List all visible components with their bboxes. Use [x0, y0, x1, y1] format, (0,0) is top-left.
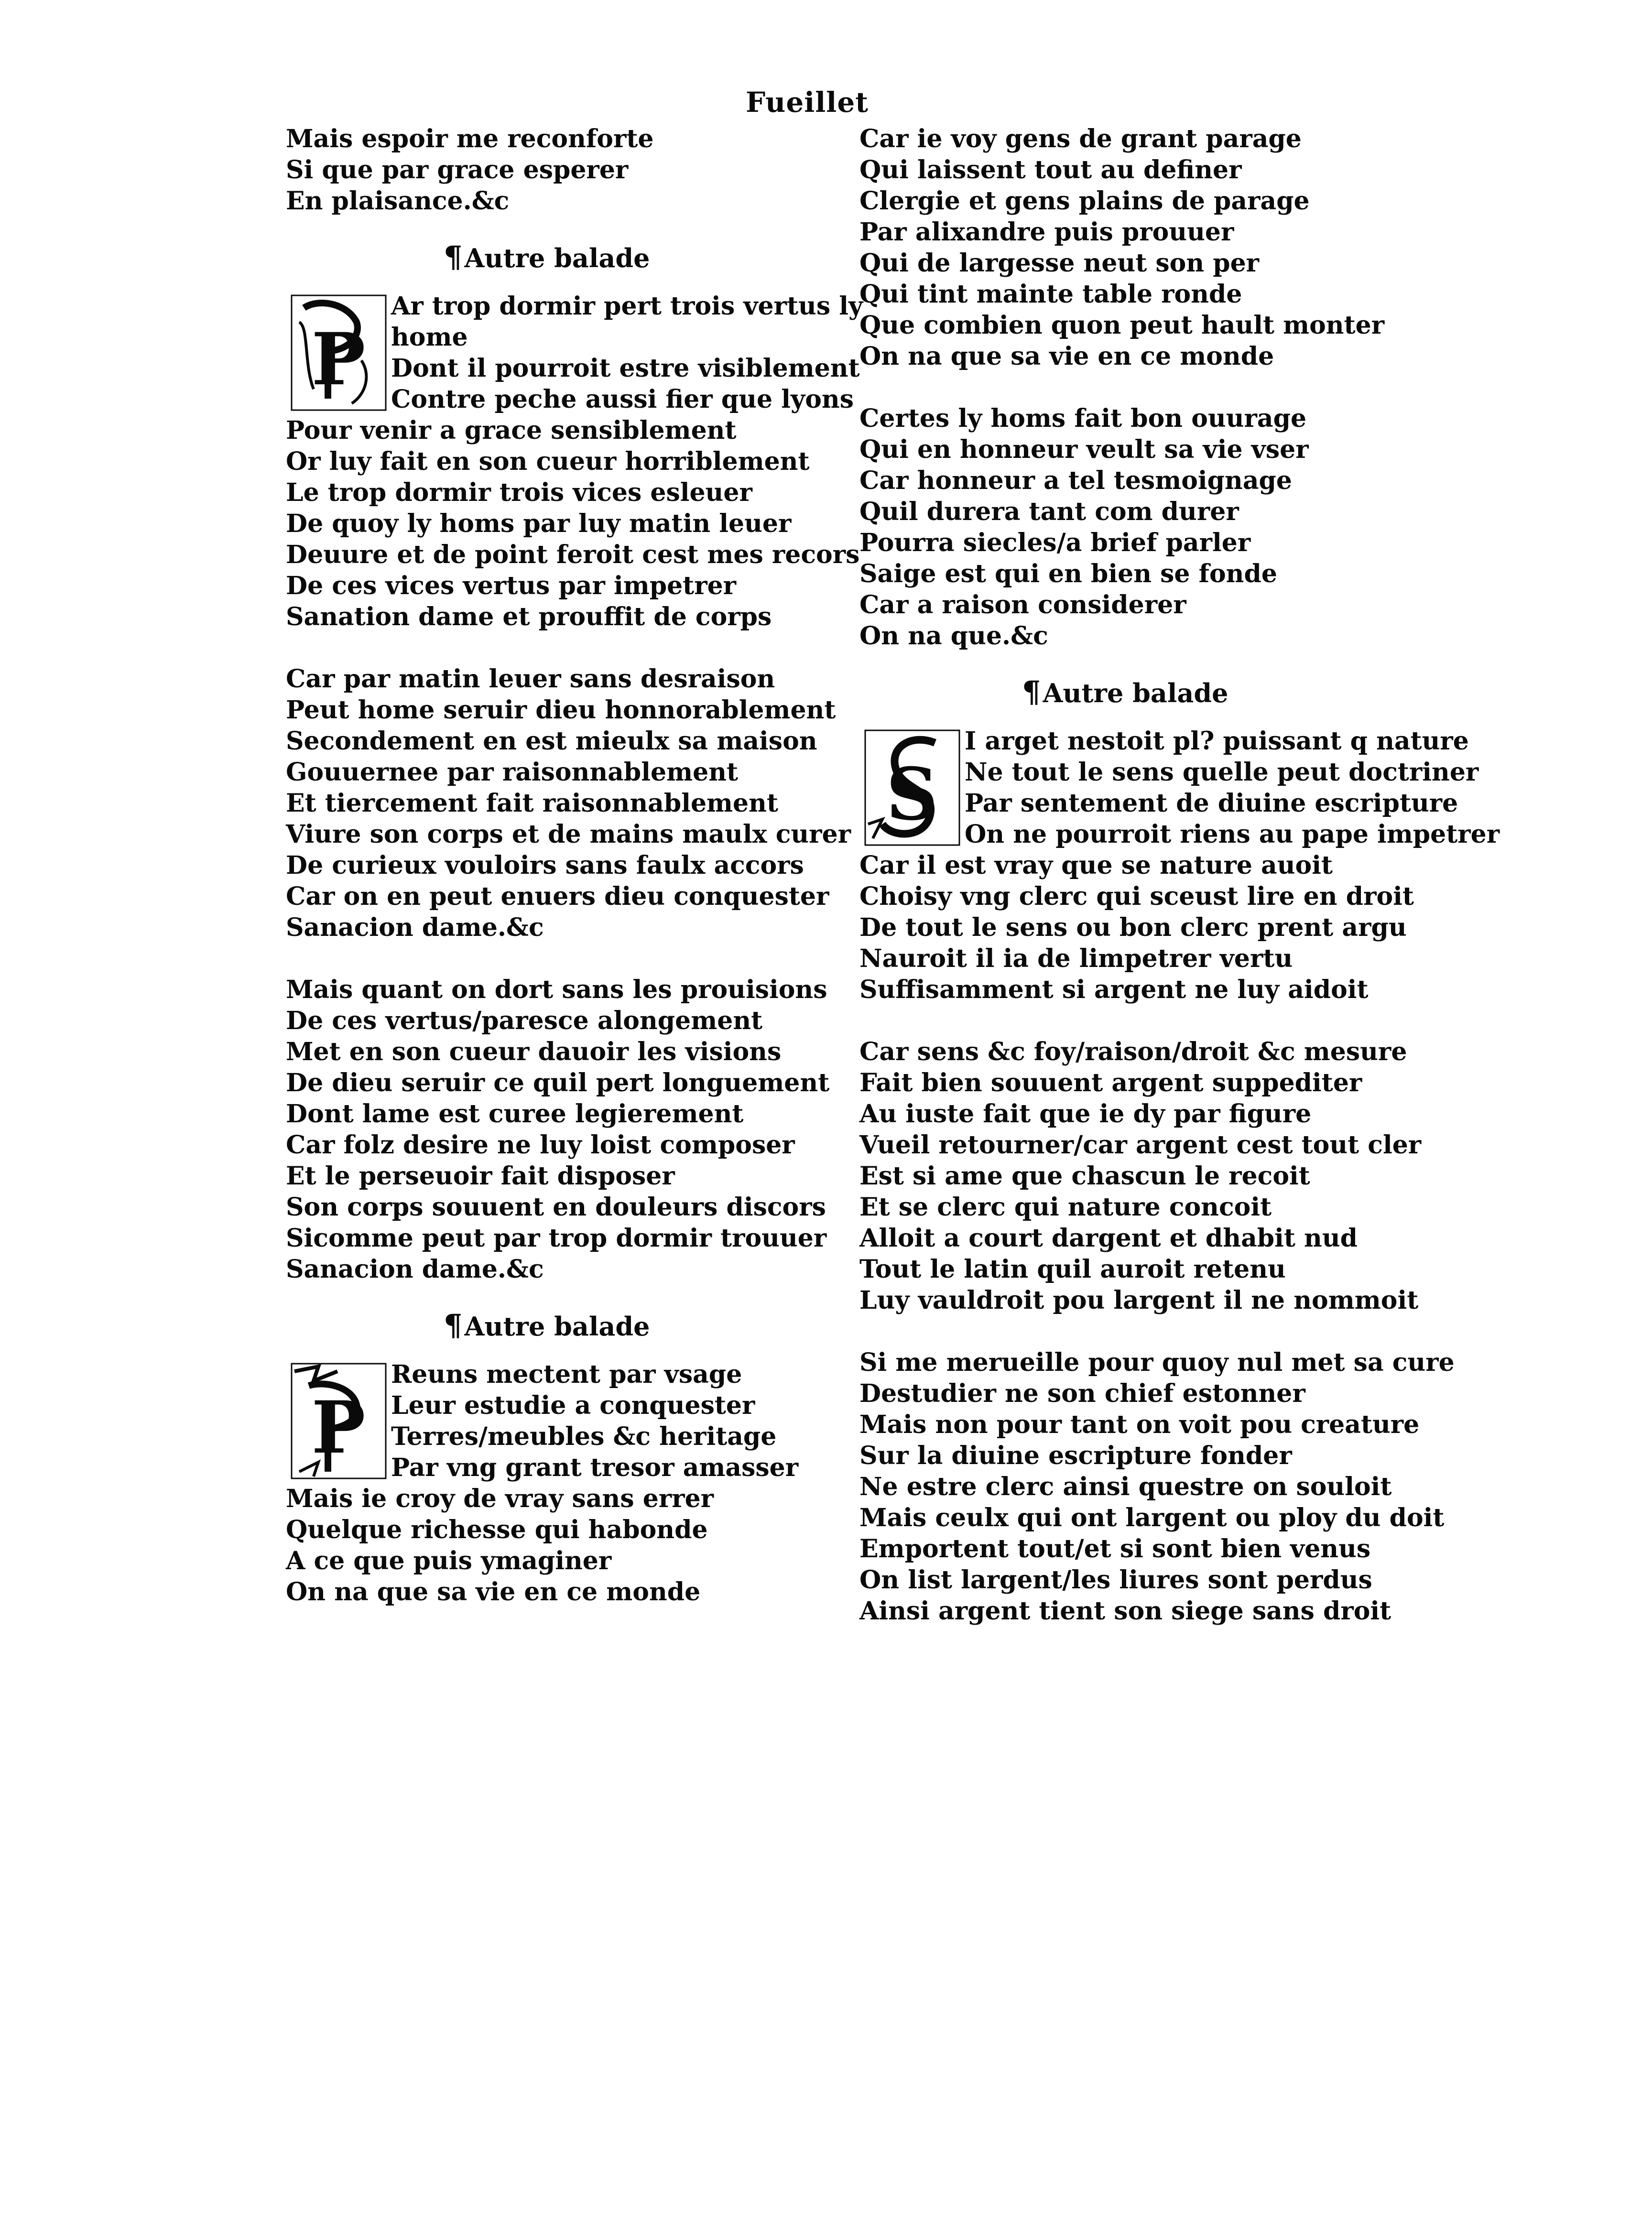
verse-line: Qui de largesse neut son per	[859, 249, 1260, 278]
verse-line: Et tiercement fait raisonnablement	[286, 789, 778, 818]
svg-text:P: P	[311, 1386, 366, 1470]
verse-line: Par sentement de diuine escripture	[965, 789, 1458, 818]
svg-text:P: P	[311, 317, 366, 402]
verse-line: Sur la diuine escripture fonder	[859, 1441, 1292, 1470]
verse-line: Pourra siecles/a brief parler	[859, 528, 1251, 557]
verse-line: De tout le sens ou bon clerc prent argu	[859, 913, 1407, 942]
svg-text:S: S	[886, 752, 938, 836]
verse-line: Qui laissent tout au definer	[859, 155, 1242, 185]
pilcrow-icon: ¶	[1022, 674, 1041, 709]
verse-line: Car folz desire ne luy loist composer	[286, 1130, 795, 1160]
verse-line: Dont lame est curee legierement	[286, 1099, 744, 1129]
verse-line: Mais espoir me reconforte	[286, 124, 654, 153]
verse-line: home	[391, 323, 468, 352]
running-head: Fueillet	[746, 86, 869, 119]
verse-line: Car ie voy gens de grant parage	[859, 124, 1302, 153]
ballad-opening	[859, 726, 1519, 850]
verse-line: Pour venir a grace sensiblement	[286, 416, 737, 445]
verse-line: Et le perseuoir fait disposer	[286, 1161, 675, 1191]
verse-line: Car par matin leuer sans desraison	[286, 664, 775, 694]
ballad-opening	[286, 291, 946, 415]
verse-line: Son corps souuent en douleurs discors	[286, 1193, 826, 1222]
verse-line: Quelque richesse qui habonde	[286, 1515, 708, 1544]
verse-line: Est si ame que chascun le recoit	[859, 1161, 1310, 1191]
verse-line: Secondement en est mieulx sa maison	[286, 727, 817, 756]
right-column	[859, 123, 1519, 1627]
pilcrow-icon: ¶	[444, 1308, 463, 1343]
verse-line: De ces vices vertus par impetrer	[286, 571, 737, 600]
verse-line: Fait bien souuent argent suppediter	[859, 1068, 1362, 1097]
verse-line: De quoy ly homs par luy matin leuer	[286, 509, 792, 538]
verse-line: Met en son cueur dauoir les visions	[286, 1037, 782, 1066]
verse-line: Mais non pour tant on voit pou creature	[859, 1410, 1420, 1439]
verse-line: A ce que puis ymaginer	[286, 1546, 612, 1575]
verse-line: De dieu seruir ce quil pert longuement	[286, 1068, 830, 1097]
verse-line: Ne estre clerc ainsi questre on souloit	[859, 1472, 1392, 1501]
verse-line: Destudier ne son chief estonner	[859, 1379, 1305, 1408]
verse-line: Sanacion dame.&c	[286, 913, 544, 942]
verse-line: Mais ceulx qui ont largent ou ploy du doit	[859, 1503, 1445, 1532]
ballad-heading: ¶Autre balade	[444, 1308, 650, 1343]
verse-line: Qui en honneur veult sa vie vser	[859, 435, 1309, 464]
verse-line: Au iuste fait que ie dy par figure	[859, 1099, 1312, 1129]
verse-line: Mais ie croy de vray sans errer	[286, 1484, 714, 1513]
verse-line: De ces vertus/paresce alongement	[286, 1006, 763, 1035]
verse-line: Luy vauldroit pou largent il ne nommoit	[859, 1286, 1419, 1315]
ballad-heading: ¶Autre balade	[444, 239, 650, 274]
verse-line: Nauroit il ia de limpetrer vertu	[859, 944, 1293, 973]
verse-line: Clergie et gens plains de parage	[859, 186, 1310, 216]
ballad-opening	[286, 1359, 946, 1483]
decorated-initial-icon	[290, 1362, 388, 1480]
verse-line: Mais quant on dort sans les prouisions	[286, 975, 827, 1004]
verse-line: De curieux vouloirs sans faulx accors	[286, 851, 804, 880]
verse-line: Choisy vng clerc qui sceust lire en droit	[859, 882, 1414, 911]
verse-line: Car on en peut enuers dieu conquester	[286, 882, 829, 911]
verse-line: Car sens &c foy/raison/droit &c mesure	[859, 1037, 1407, 1066]
verse-line: Ar trop dormir pert trois vertus ly	[391, 292, 863, 321]
verse-line: Reuns mectent par vsage	[391, 1360, 742, 1389]
verse-line: Suffisamment si argent ne luy aidoit	[859, 975, 1369, 1004]
verse-line: Emportent tout/et si sont bien venus	[859, 1534, 1371, 1563]
verse-line: On list largent/les liures sont perdus	[859, 1565, 1372, 1595]
verse-line: Ne tout le sens quelle peut doctriner	[965, 758, 1479, 787]
verse-line: Le trop dormir trois vices esleuer	[286, 478, 752, 507]
verse-line: Contre peche aussi fier que lyons	[391, 385, 854, 414]
verse-line: Viure son corps et de mains maulx curer	[286, 820, 851, 849]
ballad-heading: ¶Autre balade	[1022, 674, 1228, 709]
verse-line: Saige est qui en bien se fonde	[859, 559, 1277, 588]
verse-line: Sanation dame et prouffit de corps	[286, 602, 772, 631]
verse-line: Deuure et de point feroit cest mes recors	[286, 540, 860, 569]
verse-line: On na que.&c	[859, 621, 1048, 651]
verse-line: Par vng grant tresor amasser	[391, 1453, 799, 1482]
verse-line: Sanacion dame.&c	[286, 1255, 544, 1284]
verse-line: On na que sa vie en ce monde	[859, 342, 1274, 371]
verse-line: Car honneur a tel tesmoignage	[859, 466, 1292, 495]
left-column	[286, 123, 946, 1607]
verse-line: Gouuernee par raisonnablement	[286, 758, 739, 787]
verse-line: Tout le latin quil auroit retenu	[859, 1255, 1286, 1284]
verse-line: I arget nestoit pl? puissant q nature	[965, 727, 1469, 756]
verse-line: On na que sa vie en ce monde	[286, 1577, 701, 1606]
verse-line: Ainsi argent tient son siege sans droit	[859, 1596, 1391, 1626]
verse-line: Car il est vray que se nature auoit	[859, 851, 1333, 880]
decorated-initial-icon	[290, 293, 388, 412]
verse-line: Si me merueille pour quoy nul met sa cure	[859, 1348, 1455, 1377]
verse-line: Par alixandre puis prouuer	[859, 217, 1234, 247]
verse-line: Leur estudie a conquester	[391, 1391, 755, 1420]
verse-line: Si que par grace esperer	[286, 155, 629, 185]
decorated-initial-icon	[863, 728, 961, 847]
verse-line: Vueil retourner/car argent cest tout cler	[859, 1130, 1422, 1160]
verse-line: Terres/meubles &c heritage	[391, 1422, 777, 1451]
verse-line: Certes ly homs fait bon ouurage	[859, 404, 1307, 433]
verse-line: Alloit a court dargent et dhabit nud	[859, 1224, 1358, 1253]
verse-line: Peut home seruir dieu honnorablement	[286, 695, 836, 725]
verse-line: Qui tint mainte table ronde	[859, 280, 1242, 309]
verse-line: Or luy fait en son cueur horriblement	[286, 447, 810, 476]
verse-line: Quil durera tant com durer	[859, 497, 1239, 526]
verse-line: On ne pourroit riens au pape impetrer	[965, 820, 1500, 849]
verse-line: En plaisance.&c	[286, 186, 510, 216]
verse-line: Car a raison considerer	[859, 590, 1186, 619]
verse-line: Dont il pourroit estre visiblement	[391, 354, 860, 383]
verse-line: Que combien quon peut hault monter	[859, 311, 1385, 340]
pilcrow-icon: ¶	[444, 239, 463, 274]
verse-line: Sicomme peut par trop dormir trouuer	[286, 1224, 827, 1253]
verse-line: Et se clerc qui nature concoit	[859, 1193, 1272, 1222]
